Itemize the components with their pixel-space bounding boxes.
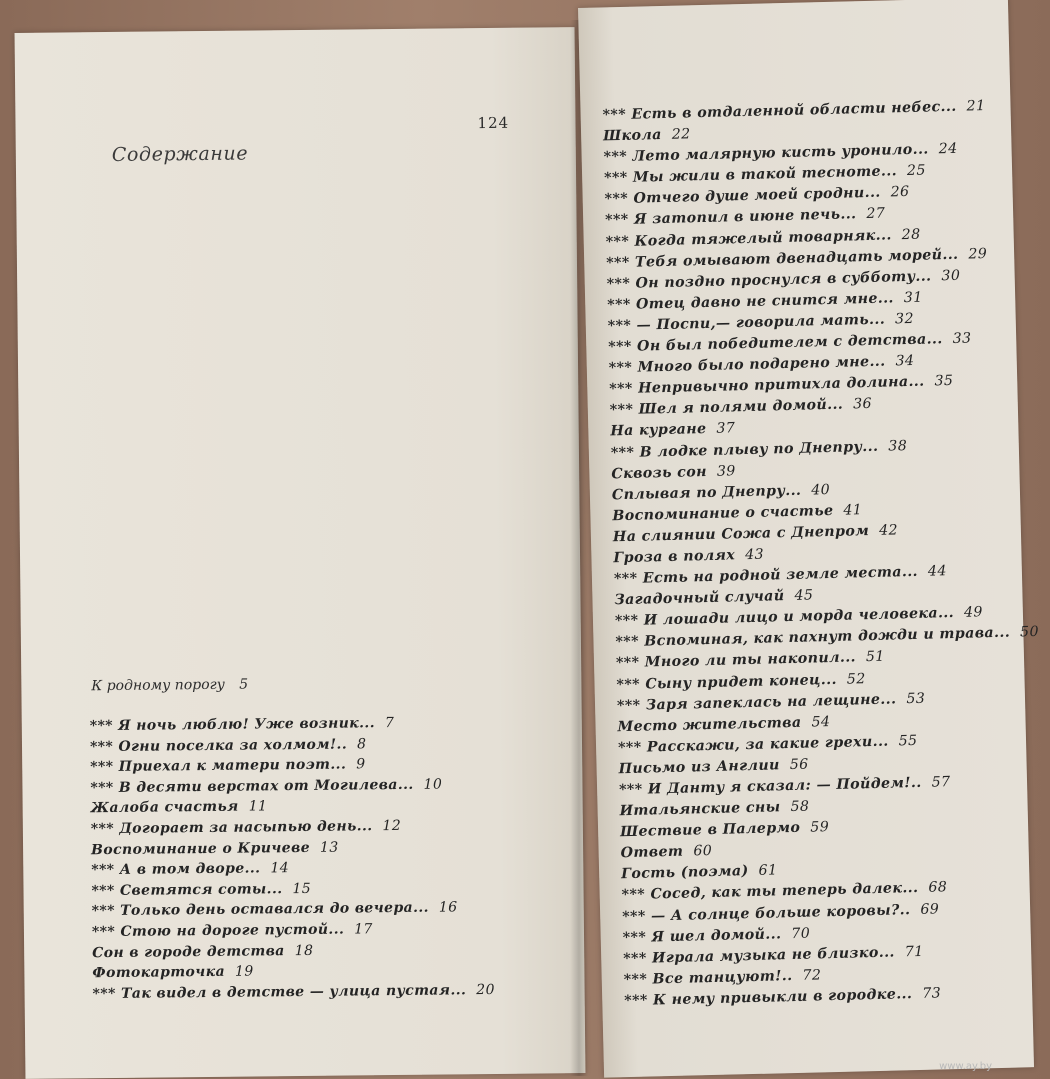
toc-entry-page: 19	[234, 963, 254, 980]
toc-entry-title: Воспоминание о счастье	[612, 502, 834, 525]
toc-entry-page: 41	[843, 501, 863, 519]
toc-entry-page: 18	[294, 942, 314, 959]
toc-entry-title: *** Непривычно притихла долина...	[609, 373, 925, 398]
toc-entry-title: *** К нему привыкли в городке...	[624, 986, 913, 1010]
toc-entry-page: 45	[794, 587, 814, 605]
toc-entry-title: *** Мы жили в такой тесноте...	[603, 163, 898, 187]
toc-entry-page: 60	[693, 843, 713, 860]
toc-entry-page: 26	[890, 184, 910, 201]
toc-entry-page: 15	[292, 880, 312, 897]
watermark: www.ay.by	[939, 1061, 992, 1072]
toc-entry-page: 42	[878, 522, 899, 539]
toc-entry-title: *** Я шел домой...	[622, 925, 782, 946]
toc-entry-title: *** Сыну придет конец...	[616, 671, 838, 693]
toc-entry-title: Ответ	[620, 843, 684, 862]
toc-entry-title: *** А в том дворе...	[91, 860, 261, 879]
toc-entry-title: *** Лето малярную кисть уронило...	[603, 141, 929, 166]
toc-entry-page: 13	[319, 839, 339, 856]
toc-entry-title: Итальянские сны	[619, 799, 781, 820]
toc-list-left	[90, 712, 495, 1005]
toc-entry-page: 73	[922, 985, 942, 1002]
section-title-text: К родному порогу	[91, 676, 225, 695]
toc-entry-page: 9	[356, 756, 366, 773]
toc-entry-title: *** Так видел в детстве — улица пустая...	[92, 982, 467, 1002]
toc-entry-page: 49	[963, 604, 984, 621]
section-page-number: 5	[239, 676, 249, 693]
toc-entry-page: 21	[966, 98, 986, 115]
toc-entry-page: 56	[789, 756, 809, 773]
toc-entry-title: Загадочный случай	[614, 588, 785, 609]
toc-entry-title: *** Догорает за насыпью день...	[90, 818, 373, 838]
toc-entry-title: На кургане	[610, 421, 707, 440]
page-number: 124	[477, 113, 510, 133]
toc-entry-page: 51	[865, 649, 885, 666]
toc-entry-page: 22	[671, 126, 691, 143]
toc-entry-title: Письмо из Англии	[618, 757, 780, 778]
toc-entry-page: 54	[811, 713, 831, 731]
toc-entry-page: 27	[866, 206, 886, 223]
toc-entry-title: *** Он поздно проснулся в субботу...	[606, 268, 932, 293]
toc-entry-page: 10	[423, 776, 443, 793]
toc-entry-page: 8	[356, 735, 367, 753]
toc-entry-title: *** — Поспи,— говорила мать...	[607, 311, 886, 335]
toc-entry-title: *** Он был победителем с детства...	[608, 331, 943, 356]
toc-entry-page: 40	[811, 481, 831, 499]
toc-entry-title: Сквозь сон	[611, 463, 708, 482]
toc-entry-title: *** В лодке плыву по Днепру...	[610, 438, 879, 461]
toc-entry-title: *** Огни поселка за холмом!..	[89, 736, 348, 755]
toc-entry-title: *** Все танцуют!..	[623, 967, 793, 989]
toc-entry-page: 35	[934, 373, 954, 390]
toc-entry-title: *** Отец давно не снится мне...	[607, 290, 895, 314]
left-page	[15, 27, 586, 1079]
toc-entry-page: 69	[920, 901, 940, 918]
right-page	[578, 0, 1040, 1078]
toc-entry-page: 43	[744, 546, 765, 564]
toc-entry-title: *** Есть на родной земле места...	[613, 563, 919, 588]
toc-entry-title: *** Отчего душе моей сродни...	[604, 185, 881, 208]
toc-entry-page: 53	[906, 690, 926, 707]
toc-entry-page: 70	[791, 925, 811, 942]
toc-entry-title: *** Играла музыка не близко...	[623, 944, 895, 967]
toc-entry-page: 44	[927, 563, 947, 580]
toc-entry-page: 24	[938, 140, 958, 158]
toc-entry-title: *** Есть в отдаленной области небес...	[602, 98, 957, 124]
toc-entry-title: На слиянии Сожа с Днепром	[612, 522, 870, 546]
toc-entry-title: *** Заря запеклась на лещине...	[616, 691, 897, 714]
toc-entry-title: *** Расскажи, за какие грехи...	[617, 733, 889, 757]
toc-entry-page: 39	[716, 462, 736, 480]
toc-list-right	[602, 95, 1048, 1012]
toc-entry-page: 31	[903, 289, 923, 306]
toc-entry-page: 36	[852, 396, 873, 413]
toc-entry-title: Фотокарточка	[92, 963, 226, 982]
toc-entry-title: *** Светятся соты...	[91, 880, 283, 899]
toc-entry-title: *** Сосед, как ты теперь далек...	[621, 880, 919, 904]
page-title: Содержание	[111, 142, 249, 166]
toc-entry-page: 29	[968, 245, 988, 263]
toc-entry-title: *** Я затопил в июне печь...	[605, 206, 857, 229]
toc-entry-page: 50	[1019, 624, 1040, 641]
toc-entry-title: Воспоминание о Кричеве	[91, 839, 311, 858]
toc-entry-title: *** Только день оставался до вечера...	[91, 900, 429, 920]
toc-entry-title: Гроза в полях	[613, 547, 736, 567]
toc-entry-page: 16	[438, 899, 458, 916]
toc-entry-title: *** Много ли ты накопил...	[615, 649, 857, 672]
toc-entry-title: *** Когда тяжелый товарняк...	[605, 226, 892, 250]
section-title	[91, 677, 248, 695]
toc-entry	[92, 897, 494, 922]
toc-entry-page: 20	[476, 981, 495, 998]
toc-entry-title: *** Много было подарено мне...	[608, 353, 886, 377]
toc-entry-title: *** — А солнце больше коровы?..	[622, 901, 911, 925]
toc-entry-page: 55	[898, 732, 918, 750]
toc-entry-title: Жалоба счастья	[90, 799, 239, 817]
toc-entry-page: 32	[894, 310, 915, 328]
toc-entry-title: Место жительства	[617, 714, 802, 735]
toc-entry-page: 17	[354, 921, 373, 938]
toc-entry-title: Шествие в Палермо	[619, 820, 801, 841]
toc-entry-title: Сон в городе детства	[92, 942, 285, 961]
toc-entry-page: 28	[901, 226, 921, 243]
toc-entry-page: 52	[846, 670, 866, 688]
toc-entry-title: Школа	[602, 127, 662, 145]
toc-entry-page: 30	[941, 267, 961, 284]
toc-entry-page: 72	[802, 967, 822, 984]
toc-entry-page: 59	[810, 819, 830, 836]
toc-entry-page: 68	[928, 879, 948, 897]
toc-entry-page: 58	[790, 798, 810, 816]
toc-entry-title: *** И лошади лицо и морда человека...	[614, 605, 955, 630]
toc-entry-page: 37	[716, 420, 736, 438]
toc-entry-title: *** В десяти верстах от Могилева...	[90, 776, 414, 796]
toc-entry	[93, 980, 495, 1005]
toc-entry-page: 33	[952, 330, 972, 347]
toc-entry-title: *** Шел я полями домой...	[609, 396, 844, 419]
toc-entry-title: *** Стою на дороге пустой...	[91, 921, 345, 941]
toc-entry-page: 71	[904, 943, 924, 961]
toc-entry-page: 61	[758, 862, 778, 880]
toc-entry-title: *** Тебя омывают двенадцать морей...	[606, 246, 959, 272]
toc-entry-title: *** Приехал к матери поэт...	[90, 756, 347, 776]
toc-entry-page: 11	[248, 798, 268, 815]
toc-entry-title: *** И Данту я сказал: — Пойдем!..	[618, 774, 922, 799]
toc-entry-title: Гость (поэма)	[620, 863, 749, 883]
toc-entry-page: 7	[384, 715, 395, 732]
toc-entry-page: 34	[895, 353, 915, 370]
toc-entry-page: 38	[888, 437, 908, 455]
toc-entry-page: 57	[931, 774, 951, 791]
toc-entry-page: 12	[382, 817, 402, 835]
toc-entry-title: Сплывая по Днепру...	[611, 482, 802, 504]
toc-entry-page: 14	[270, 860, 290, 877]
toc-entry-title: *** Я ночь люблю! Уже возник...	[89, 715, 376, 735]
toc-entry-title: *** Вспоминая, как пахнут дожди и трава...	[615, 624, 1011, 651]
toc-entry-page: 25	[906, 162, 927, 180]
